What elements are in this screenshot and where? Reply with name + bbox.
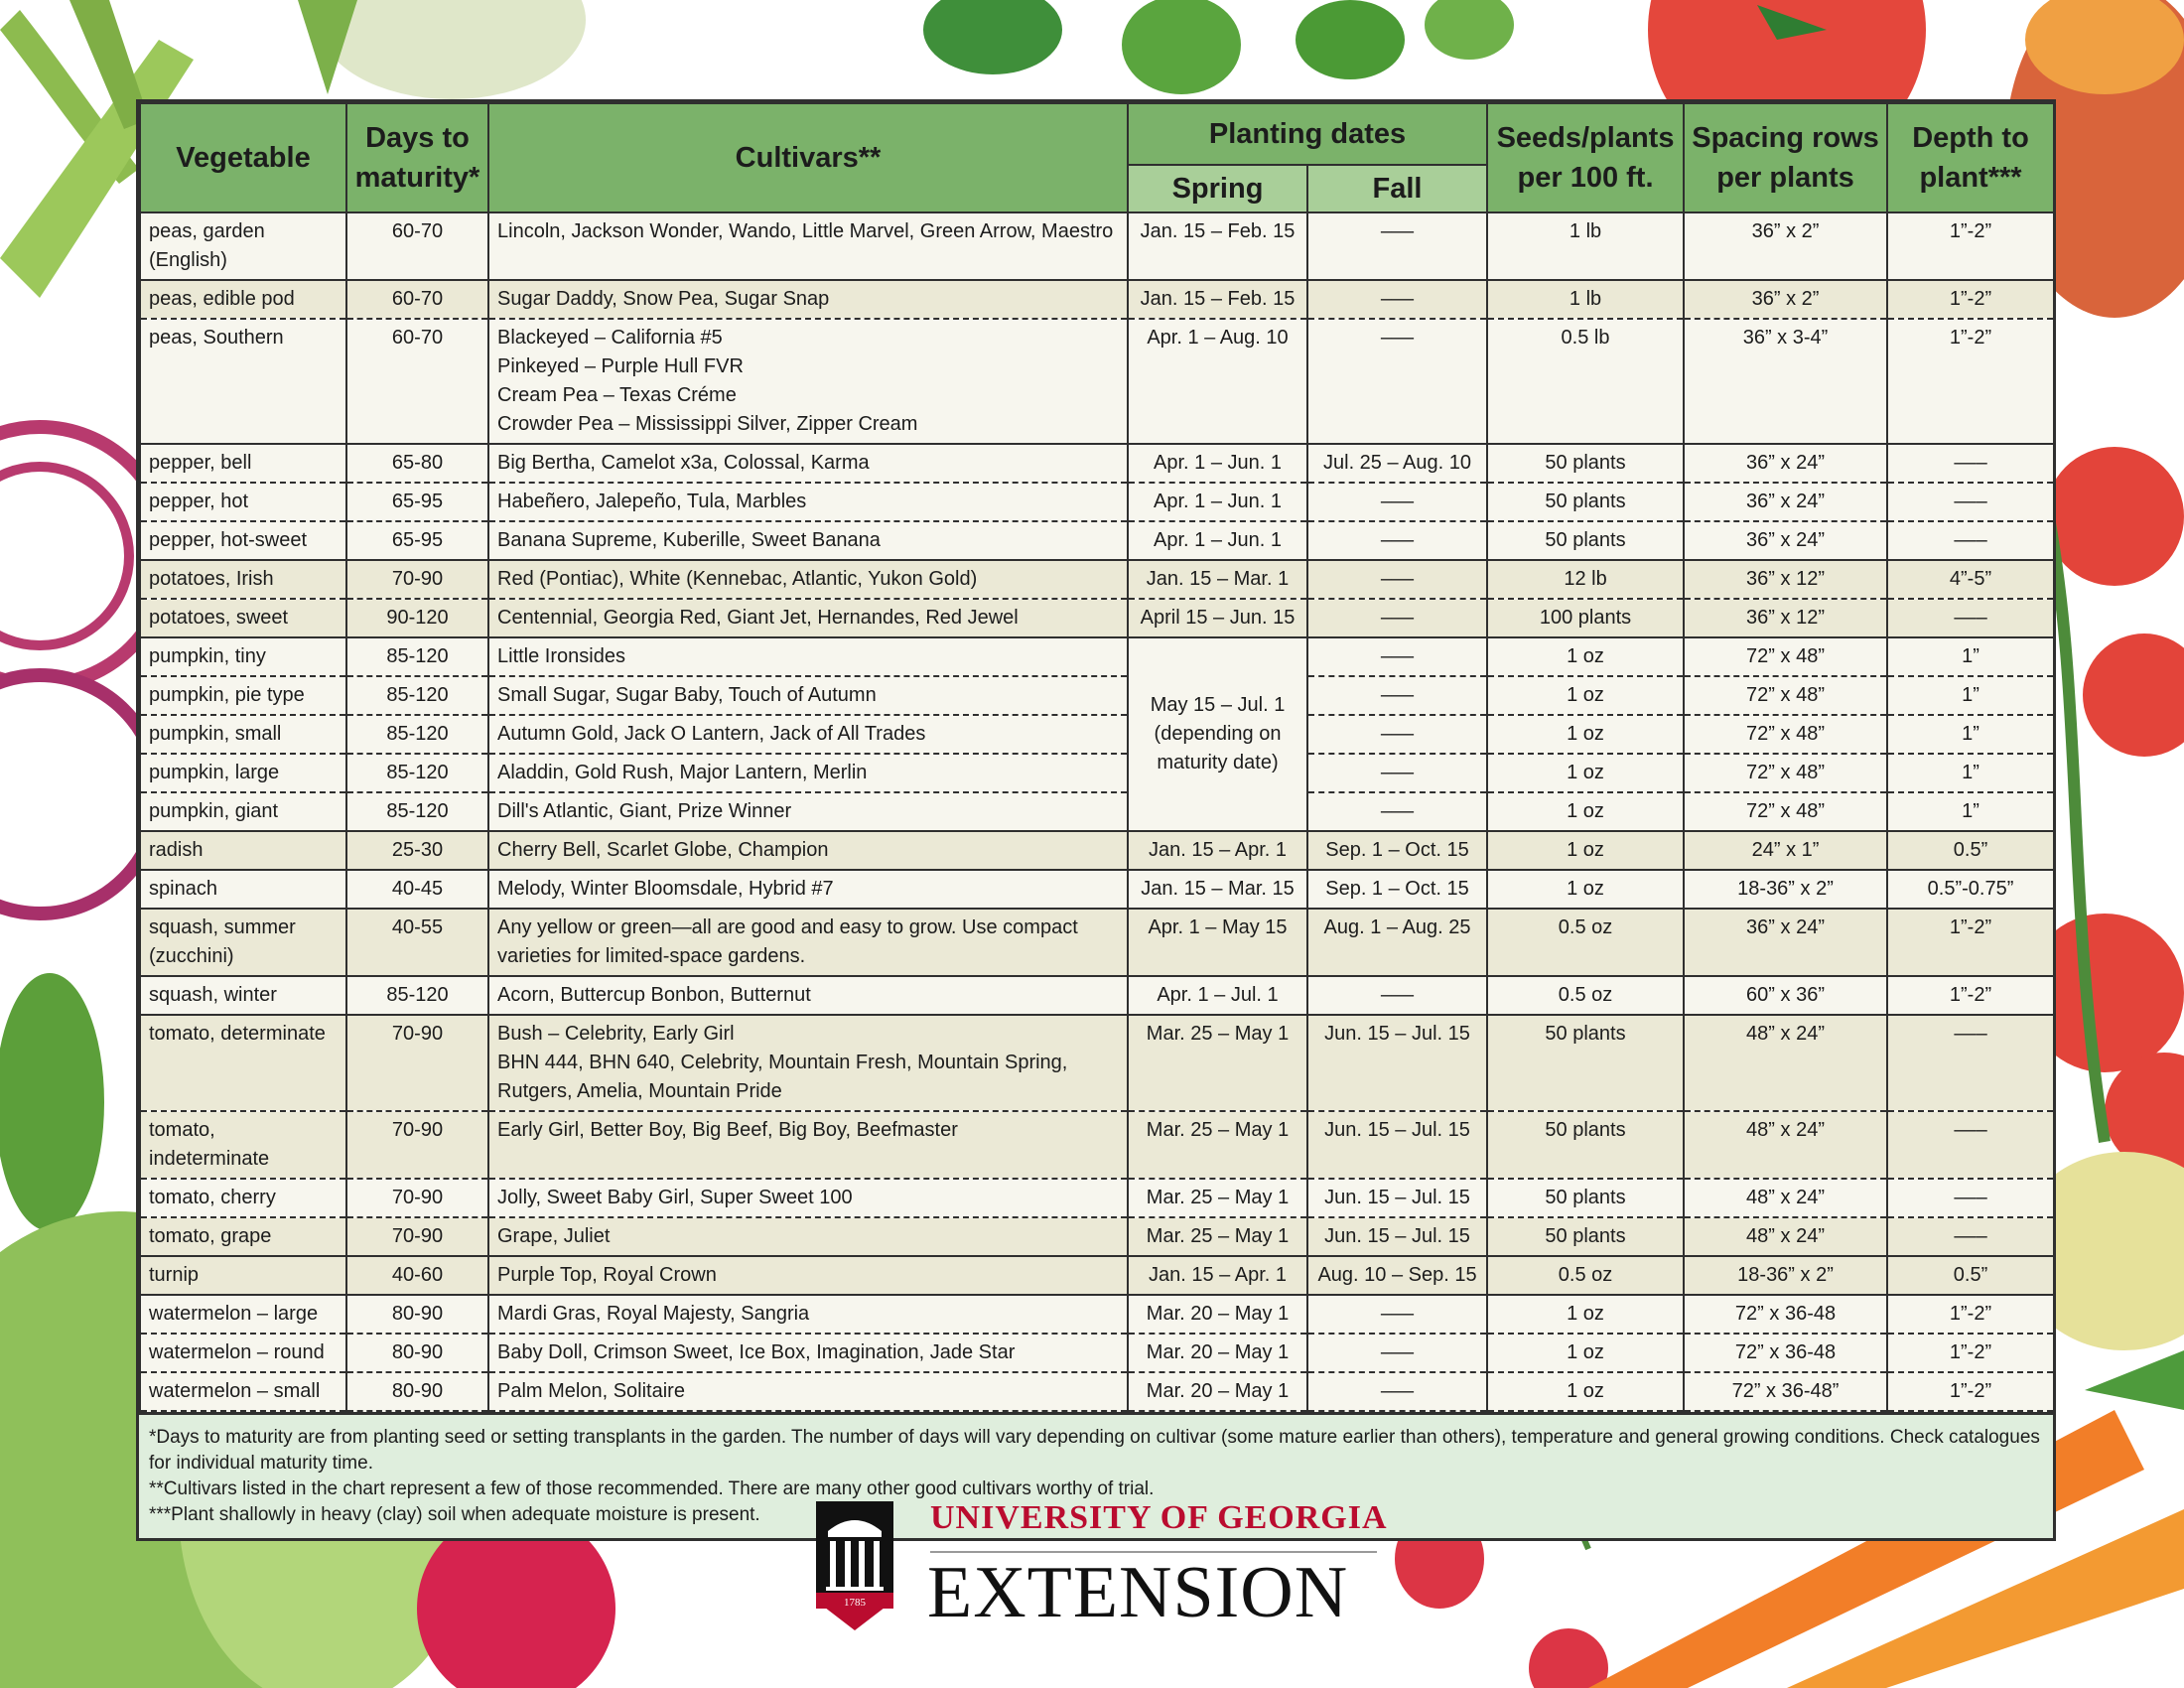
table-body <box>140 212 2054 1411</box>
cell-vegetable: pumpkin, tiny <box>140 637 346 676</box>
cell-spring-pumpkin <box>1128 637 1307 831</box>
cell-spring: Jan. 15 – Mar. 1 <box>1128 560 1307 599</box>
cell-vegetable: tomato, grape <box>140 1217 346 1256</box>
cell-cultivars <box>488 1372 1128 1411</box>
cell-fall: ––– <box>1307 715 1487 754</box>
cell-spacing: 72” x 36-48” <box>1684 1372 1887 1411</box>
cell-vegetable: squash, summer (zucchini) <box>140 909 346 976</box>
cell-days: 85-120 <box>346 715 488 754</box>
cell-vegetable: potatoes, Irish <box>140 560 346 599</box>
table-row <box>140 870 2054 909</box>
cell-spacing: 60” x 36” <box>1684 976 1887 1015</box>
herb-leaf <box>1425 0 1514 60</box>
cell-depth: 1” <box>1887 715 2054 754</box>
cell-depth: ––– <box>1887 1217 2054 1256</box>
cultivar-line: Cream Pea – Texas Créme <box>497 384 737 406</box>
cell-fall: ––– <box>1307 754 1487 792</box>
cultivar-line: Purple Top, Royal Crown <box>497 1264 717 1286</box>
header-planting-dates: Planting dates <box>1128 103 1487 165</box>
cell-days: 85-120 <box>346 792 488 831</box>
cell-seeds: 1 oz <box>1487 1295 1684 1334</box>
cell-days: 25-30 <box>346 831 488 870</box>
cell-spacing: 36” x 24” <box>1684 521 1887 560</box>
cell-days: 85-120 <box>346 754 488 792</box>
cell-seeds: 1 oz <box>1487 715 1684 754</box>
table-row <box>140 637 2054 676</box>
cell-cultivars <box>488 976 1128 1015</box>
cell-spring: Mar. 20 – May 1 <box>1128 1334 1307 1372</box>
cultivar-line: Big Bertha, Camelot x3a, Colossal, Karma <box>497 452 870 474</box>
cell-days: 40-45 <box>346 870 488 909</box>
cell-fall: ––– <box>1307 599 1487 637</box>
cell-cultivars <box>488 909 1128 976</box>
cell-depth: 1”-2” <box>1887 1372 2054 1411</box>
cell-spring: Mar. 20 – May 1 <box>1128 1372 1307 1411</box>
cultivar-line: Autumn Gold, Jack O Lantern, Jack of All Trades <box>497 723 926 745</box>
cell-vegetable: pumpkin, pie type <box>140 676 346 715</box>
cell-cultivars <box>488 831 1128 870</box>
header-row <box>140 103 2054 165</box>
cell-spacing: 72” x 48” <box>1684 792 1887 831</box>
planting-table <box>139 102 2055 1412</box>
cell-depth: ––– <box>1887 599 2054 637</box>
cell-cultivars <box>488 715 1128 754</box>
cultivar-line: Cherry Bell, Scarlet Globe, Champion <box>497 839 829 861</box>
cell-fall: ––– <box>1307 280 1487 319</box>
cell-cultivars <box>488 1256 1128 1295</box>
cell-days: 70-90 <box>346 560 488 599</box>
table-row <box>140 1111 2054 1179</box>
cell-days: 80-90 <box>346 1372 488 1411</box>
table-row <box>140 976 2054 1015</box>
cell-spacing: 72” x 48” <box>1684 715 1887 754</box>
cell-depth: 1” <box>1887 637 2054 676</box>
table-row <box>140 1295 2054 1334</box>
cell-cultivars <box>488 560 1128 599</box>
cell-spring: Apr. 1 – Jun. 1 <box>1128 444 1307 483</box>
table-row <box>140 792 2054 831</box>
cell-fall: Jun. 15 – Jul. 15 <box>1307 1015 1487 1111</box>
cultivar-line: Mardi Gras, Royal Majesty, Sangria <box>497 1303 810 1325</box>
cell-spacing: 72” x 48” <box>1684 676 1887 715</box>
cell-cultivars <box>488 1015 1128 1111</box>
cell-seeds: 50 plants <box>1487 521 1684 560</box>
strawberry <box>1529 1628 1608 1688</box>
cell-days: 85-120 <box>346 676 488 715</box>
cultivar-line: Banana Supreme, Kuberille, Sweet Banana <box>497 529 881 551</box>
cell-fall: ––– <box>1307 1334 1487 1372</box>
cell-days: 70-90 <box>346 1111 488 1179</box>
cell-days: 70-90 <box>346 1015 488 1111</box>
table-row <box>140 280 2054 319</box>
cell-vegetable: tomato, determinate <box>140 1015 346 1111</box>
cell-spacing: 48” x 24” <box>1684 1111 1887 1179</box>
cell-depth: ––– <box>1887 1015 2054 1111</box>
header-seeds-per-100ft: Seeds/plants per 100 ft. <box>1487 103 1684 212</box>
cell-cultivars <box>488 1334 1128 1372</box>
cell-cultivars <box>488 444 1128 483</box>
cell-days: 85-120 <box>346 976 488 1015</box>
cell-seeds: 50 plants <box>1487 1015 1684 1111</box>
cultivar-line: Melody, Winter Bloomsdale, Hybrid #7 <box>497 878 834 900</box>
cell-days: 85-120 <box>346 637 488 676</box>
cell-spacing: 48” x 24” <box>1684 1015 1887 1111</box>
cell-spring: Apr. 1 – May 15 <box>1128 909 1307 976</box>
cell-vegetable: pepper, hot-sweet <box>140 521 346 560</box>
cell-fall: ––– <box>1307 521 1487 560</box>
cell-spacing: 72” x 36-48 <box>1684 1334 1887 1372</box>
cell-depth: 0.5”-0.75” <box>1887 870 2054 909</box>
table-row <box>140 1015 2054 1111</box>
cell-seeds: 50 plants <box>1487 483 1684 521</box>
cell-vegetable: radish <box>140 831 346 870</box>
cell-seeds: 100 plants <box>1487 599 1684 637</box>
cell-seeds: 1 oz <box>1487 831 1684 870</box>
cell-spacing: 36” x 24” <box>1684 909 1887 976</box>
cell-vegetable: pumpkin, large <box>140 754 346 792</box>
cell-fall: ––– <box>1307 976 1487 1015</box>
cell-cultivars <box>488 1217 1128 1256</box>
cell-vegetable: watermelon – small <box>140 1372 346 1411</box>
cell-spring: Apr. 1 – Aug. 10 <box>1128 319 1307 444</box>
cultivar-line: Early Girl, Better Boy, Big Beef, Big Boy, Beefmaster <box>497 1119 958 1141</box>
logo-university-name: UNIVERSITY OF GEORGIA <box>930 1499 1388 1536</box>
cell-vegetable: watermelon – round <box>140 1334 346 1372</box>
cell-spacing: 36” x 3-4” <box>1684 319 1887 444</box>
header-spring: Spring <box>1128 165 1307 212</box>
table-row <box>140 754 2054 792</box>
cell-spacing: 36” x 2” <box>1684 212 1887 280</box>
cell-seeds: 1 oz <box>1487 676 1684 715</box>
cell-days: 65-80 <box>346 444 488 483</box>
cell-fall: Jun. 15 – Jul. 15 <box>1307 1179 1487 1217</box>
pumpkin-spring-line: (depending on <box>1154 723 1282 745</box>
cell-spring: Apr. 1 – Jun. 1 <box>1128 483 1307 521</box>
cell-fall: Aug. 1 – Aug. 25 <box>1307 909 1487 976</box>
cell-fall: Jul. 25 – Aug. 10 <box>1307 444 1487 483</box>
cell-spring: Mar. 25 – May 1 <box>1128 1179 1307 1217</box>
cultivar-line: Rutgers, Amelia, Mountain Pride <box>497 1080 782 1102</box>
cell-spring: Apr. 1 – Jun. 1 <box>1128 521 1307 560</box>
cell-seeds: 0.5 oz <box>1487 976 1684 1015</box>
cultivar-line: Dill's Atlantic, Giant, Prize Winner <box>497 800 792 822</box>
cell-fall: ––– <box>1307 792 1487 831</box>
cell-days: 80-90 <box>346 1334 488 1372</box>
table-row <box>140 1334 2054 1372</box>
table-row <box>140 212 2054 280</box>
cell-vegetable: pepper, bell <box>140 444 346 483</box>
cell-spring: Mar. 25 – May 1 <box>1128 1015 1307 1111</box>
table-row <box>140 909 2054 976</box>
table-row <box>140 1179 2054 1217</box>
planting-chart <box>136 99 2056 1541</box>
cell-days: 40-60 <box>346 1256 488 1295</box>
cell-seeds: 50 plants <box>1487 1179 1684 1217</box>
cell-spacing: 72” x 48” <box>1684 754 1887 792</box>
cell-seeds: 0.5 oz <box>1487 1256 1684 1295</box>
cell-spacing: 36” x 12” <box>1684 599 1887 637</box>
cell-cultivars <box>488 599 1128 637</box>
cell-fall: ––– <box>1307 212 1487 280</box>
cell-days: 65-95 <box>346 483 488 521</box>
cell-vegetable: pumpkin, small <box>140 715 346 754</box>
cultivar-line: BHN 444, BHN 640, Celebrity, Mountain Fresh, Mountain Spring, <box>497 1052 1068 1073</box>
cherry-tomato <box>2083 633 2184 757</box>
cell-vegetable: spinach <box>140 870 346 909</box>
cell-depth: 1”-2” <box>1887 212 2054 280</box>
cell-fall: Sep. 1 – Oct. 15 <box>1307 870 1487 909</box>
red-onion <box>0 675 159 914</box>
cell-cultivars <box>488 754 1128 792</box>
cell-seeds: 50 plants <box>1487 444 1684 483</box>
cell-fall: ––– <box>1307 676 1487 715</box>
cultivar-line: Crowder Pea – Mississippi Silver, Zipper Cream <box>497 413 918 435</box>
cell-seeds: 1 oz <box>1487 1372 1684 1411</box>
cell-spring: Mar. 20 – May 1 <box>1128 1295 1307 1334</box>
cell-depth: 1”-2” <box>1887 280 2054 319</box>
cell-cultivars <box>488 319 1128 444</box>
cell-vegetable: squash, winter <box>140 976 346 1015</box>
cell-spring: April 15 – Jun. 15 <box>1128 599 1307 637</box>
cultivar-line: Jolly, Sweet Baby Girl, Super Sweet 100 <box>497 1187 853 1208</box>
cell-depth: 1” <box>1887 792 2054 831</box>
cell-vegetable: watermelon – large <box>140 1295 346 1334</box>
cell-depth: 0.5” <box>1887 1256 2054 1295</box>
table-row <box>140 1256 2054 1295</box>
cultivar-line: Aladdin, Gold Rush, Major Lantern, Merlin <box>497 762 868 783</box>
logo-extension: EXTENSION <box>927 1552 1349 1633</box>
cell-seeds: 1 oz <box>1487 1334 1684 1372</box>
cell-depth: 1”-2” <box>1887 976 2054 1015</box>
table-row <box>140 831 2054 870</box>
table-row <box>140 1372 2054 1411</box>
table-row <box>140 560 2054 599</box>
pea-pod <box>0 973 104 1231</box>
cell-depth: 1”-2” <box>1887 319 2054 444</box>
cell-spring: Mar. 25 – May 1 <box>1128 1217 1307 1256</box>
cell-cultivars <box>488 1179 1128 1217</box>
cell-depth: ––– <box>1887 521 2054 560</box>
herb-leaf <box>923 0 1062 74</box>
header-days-to-maturity: Days to maturity* <box>346 103 488 212</box>
cell-depth: ––– <box>1887 483 2054 521</box>
cell-vegetable: peas, garden (English) <box>140 212 346 280</box>
cell-spring: Jan. 15 – Apr. 1 <box>1128 1256 1307 1295</box>
cell-spring: Apr. 1 – Jul. 1 <box>1128 976 1307 1015</box>
logo-year: 1785 <box>844 1597 866 1609</box>
cell-spacing: 48” x 24” <box>1684 1217 1887 1256</box>
table-row <box>140 483 2054 521</box>
cell-vegetable: tomato, indeterminate <box>140 1111 346 1179</box>
cell-days: 40-55 <box>346 909 488 976</box>
cell-spring: Mar. 25 – May 1 <box>1128 1111 1307 1179</box>
cultivar-line: Bush – Celebrity, Early Girl <box>497 1023 735 1045</box>
cultivar-line: Lincoln, Jackson Wonder, Wando, Little Marvel, Green Arrow, Maestro <box>497 220 1114 242</box>
cell-spacing: 48” x 24” <box>1684 1179 1887 1217</box>
cultivar-line: Palm Melon, Solitaire <box>497 1380 685 1402</box>
cell-vegetable: pumpkin, giant <box>140 792 346 831</box>
cell-vegetable: turnip <box>140 1256 346 1295</box>
cell-spring: Jan. 15 – Feb. 15 <box>1128 212 1307 280</box>
cell-cultivars <box>488 521 1128 560</box>
cell-fall: ––– <box>1307 1295 1487 1334</box>
cell-vegetable: pepper, hot <box>140 483 346 521</box>
cell-depth: 1”-2” <box>1887 909 2054 976</box>
cell-spacing: 36” x 2” <box>1684 280 1887 319</box>
cultivar-line: Blackeyed – California #5 <box>497 327 723 349</box>
herb-leaf <box>1122 0 1241 94</box>
table-row <box>140 319 2054 444</box>
cell-fall: Aug. 10 – Sep. 15 <box>1307 1256 1487 1295</box>
cultivar-line: Any yellow or green—all are good and easy to grow. Use compact <box>497 916 1078 938</box>
header-depth: Depth to plant*** <box>1887 103 2054 212</box>
cell-days: 60-70 <box>346 319 488 444</box>
cell-vegetable: peas, edible pod <box>140 280 346 319</box>
herb-leaf <box>1296 0 1405 79</box>
table-row <box>140 444 2054 483</box>
cell-vegetable: tomato, cherry <box>140 1179 346 1217</box>
pumpkin-spring-line: May 15 – Jul. 1 <box>1150 694 1286 716</box>
uga-extension-logo <box>816 1499 1388 1635</box>
footnote-cultivars: **Cultivars listed in the chart represent a few of those recommended. There are many other good cultivars worthy of trial. <box>149 1478 1155 1499</box>
header-vegetable: Vegetable <box>140 103 346 212</box>
cell-cultivars <box>488 870 1128 909</box>
cell-seeds: 1 oz <box>1487 870 1684 909</box>
cell-cultivars <box>488 637 1128 676</box>
cell-days: 90-120 <box>346 599 488 637</box>
cell-cultivars <box>488 1111 1128 1179</box>
cell-vegetable: potatoes, sweet <box>140 599 346 637</box>
cell-spacing: 36” x 24” <box>1684 444 1887 483</box>
cell-seeds: 50 plants <box>1487 1217 1684 1256</box>
cultivar-line: Acorn, Buttercup Bonbon, Butternut <box>497 984 811 1006</box>
cell-depth: 1”-2” <box>1887 1295 2054 1334</box>
fennel-bulb <box>318 0 586 99</box>
cell-spacing: 18-36” x 2” <box>1684 1256 1887 1295</box>
cultivar-line: Sugar Daddy, Snow Pea, Sugar Snap <box>497 288 830 310</box>
cell-days: 65-95 <box>346 521 488 560</box>
table-row <box>140 521 2054 560</box>
cell-depth: 1” <box>1887 676 2054 715</box>
cell-depth: ––– <box>1887 1111 2054 1179</box>
table-row <box>140 599 2054 637</box>
cell-days: 60-70 <box>346 280 488 319</box>
cell-depth: ––– <box>1887 444 2054 483</box>
cell-cultivars <box>488 483 1128 521</box>
cultivar-line: Small Sugar, Sugar Baby, Touch of Autumn <box>497 684 877 706</box>
cell-fall: ––– <box>1307 637 1487 676</box>
cell-depth: 0.5” <box>1887 831 2054 870</box>
pumpkin-spring-line: maturity date) <box>1157 752 1279 774</box>
cultivar-line: Baby Doll, Crimson Sweet, Ice Box, Imagination, Jade Star <box>497 1341 1016 1363</box>
cultivar-line: Habeñero, Jalepeño, Tula, Marbles <box>497 491 807 512</box>
cell-fall: ––– <box>1307 560 1487 599</box>
cultivar-line: Pinkeyed – Purple Hull FVR <box>497 355 744 377</box>
cell-depth: 1” <box>1887 754 2054 792</box>
footnote-days: *Days to maturity are from planting seed or setting transplants in the garden. The number of days will vary depending on cultivar (some mature earlier than others), temperature and general growing conditions. Check catalogues for individual maturity time. <box>149 1427 2040 1474</box>
cell-cultivars <box>488 1295 1128 1334</box>
cell-seeds: 50 plants <box>1487 1111 1684 1179</box>
cell-spring: Jan. 15 – Apr. 1 <box>1128 831 1307 870</box>
cell-fall: Jun. 15 – Jul. 15 <box>1307 1217 1487 1256</box>
cell-cultivars <box>488 676 1128 715</box>
cultivar-line: Grape, Juliet <box>497 1225 611 1247</box>
carrot-top <box>2085 1350 2184 1410</box>
cell-spring: Jan. 15 – Mar. 15 <box>1128 870 1307 909</box>
cell-fall: ––– <box>1307 1372 1487 1411</box>
cell-spacing: 72” x 48” <box>1684 637 1887 676</box>
cell-cultivars <box>488 280 1128 319</box>
cell-vegetable: peas, Southern <box>140 319 346 444</box>
cell-spacing: 72” x 36-48 <box>1684 1295 1887 1334</box>
cell-seeds: 1 oz <box>1487 754 1684 792</box>
cell-days: 70-90 <box>346 1217 488 1256</box>
cell-spacing: 36” x 12” <box>1684 560 1887 599</box>
cell-seeds: 1 oz <box>1487 792 1684 831</box>
cell-fall: ––– <box>1307 483 1487 521</box>
cultivar-line: Centennial, Georgia Red, Giant Jet, Hernandes, Red Jewel <box>497 607 1019 629</box>
table-row <box>140 1217 2054 1256</box>
cell-fall: Sep. 1 – Oct. 15 <box>1307 831 1487 870</box>
cell-spacing: 36” x 24” <box>1684 483 1887 521</box>
footnote-depth: ***Plant shallowly in heavy (clay) soil when adequate moisture is present. <box>149 1504 760 1525</box>
cultivar-line: varieties for limited-space gardens. <box>497 945 806 967</box>
cell-cultivars <box>488 792 1128 831</box>
header-fall: Fall <box>1307 165 1487 212</box>
cell-depth: 4”-5” <box>1887 560 2054 599</box>
cell-cultivars <box>488 212 1128 280</box>
cell-seeds: 1 oz <box>1487 637 1684 676</box>
cell-seeds: 0.5 lb <box>1487 319 1684 444</box>
table-row <box>140 676 2054 715</box>
header-cultivars: Cultivars** <box>488 103 1128 212</box>
cell-fall: ––– <box>1307 319 1487 444</box>
cell-depth: 1”-2” <box>1887 1334 2054 1372</box>
cherry-tomato <box>2045 447 2184 586</box>
table-row <box>140 715 2054 754</box>
cell-depth: ––– <box>1887 1179 2054 1217</box>
arch-shield-icon <box>816 1501 893 1630</box>
cell-seeds: 1 lb <box>1487 280 1684 319</box>
cell-fall: Jun. 15 – Jul. 15 <box>1307 1111 1487 1179</box>
cell-days: 70-90 <box>346 1179 488 1217</box>
cell-seeds: 12 lb <box>1487 560 1684 599</box>
cell-spacing: 24” x 1” <box>1684 831 1887 870</box>
cell-spacing: 18-36” x 2” <box>1684 870 1887 909</box>
cultivar-line: Little Ironsides <box>497 645 625 667</box>
cell-days: 60-70 <box>346 212 488 280</box>
cultivar-line: Red (Pontiac), White (Kennebac, Atlantic, Yukon Gold) <box>497 568 978 590</box>
cell-days: 80-90 <box>346 1295 488 1334</box>
header-spacing: Spacing rows per plants <box>1684 103 1887 212</box>
cell-seeds: 0.5 oz <box>1487 909 1684 976</box>
cell-spring: Jan. 15 – Feb. 15 <box>1128 280 1307 319</box>
cell-seeds: 1 lb <box>1487 212 1684 280</box>
